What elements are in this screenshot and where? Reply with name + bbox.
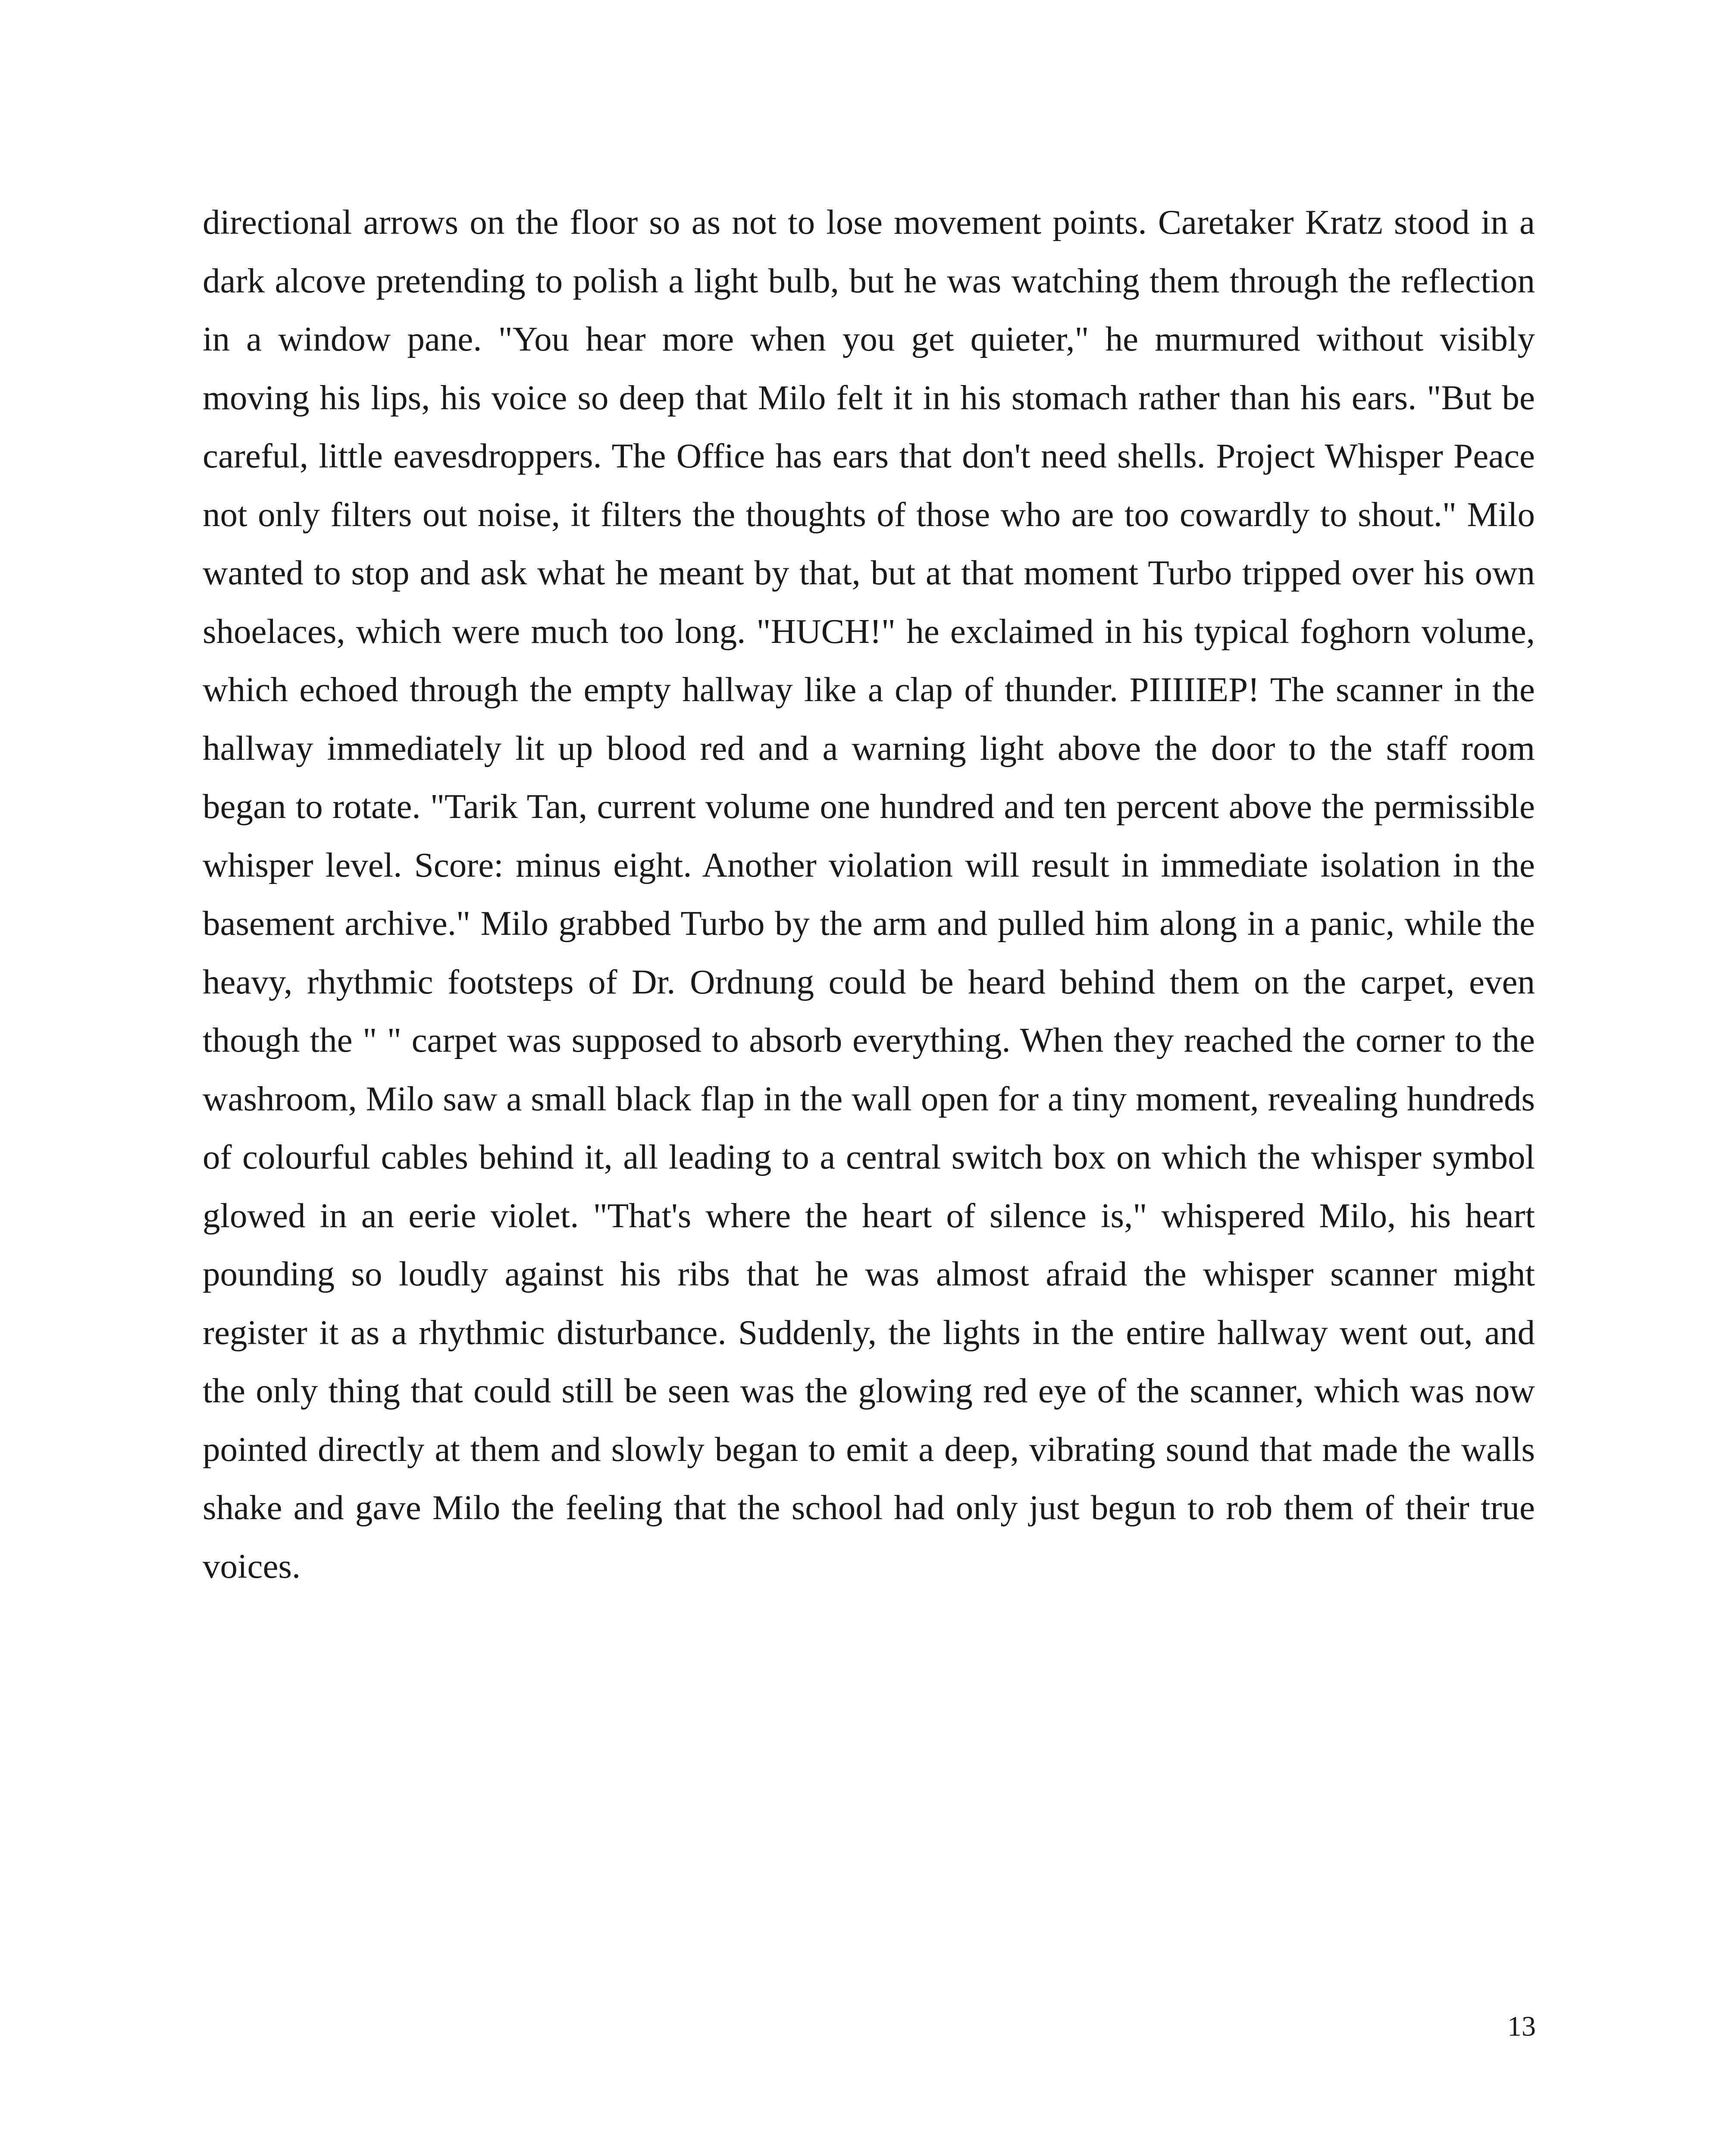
page-number: 13 [1507, 2011, 1536, 2042]
body-paragraph: directional arrows on the floor so as not to lose movement points. Caretaker Kratz stood in a dark alcove pretending to polish a light bulb, but he was watching them through the reflection in a window pane. "You hear more when you get quieter," he murmured without visibly moving his lips, his voice so deep that Milo felt it in his stomach rather than his ears. "But be careful, little eavesdroppers. The Office has ears that don't need shells. Project Whisper Peace not only filters out noise, it filters the thoughts of those who are too cowardly to shout." Milo wanted to stop and ask what he meant by that, but at that moment Turbo tripped over his own shoelaces, which were much too long. "HUCH!" he exclaimed in his typical foghorn volume, which echoed through the empty hallway like a clap of thunder. PIIIIIEP! The scanner in the hallway immediately lit up blood red and a warning light above the door to the staff room began to rotate. "Tarik Tan, current volume one hundred and ten percent above the permissible whisper level. Score: minus eight. Another violation will result in immediate isolation in the basement archive." Milo grabbed Turbo by the arm and pulled him along in a panic, while the heavy, rhythmic footsteps of Dr. Ordnung could be heard behind them on the carpet, even though the " " carpet was supposed to absorb everything. When they reached the corner to the washroom, Milo saw a small black flap in the wall open for a tiny moment, revealing hundreds of colourful cables behind it, all leading to a central switch box on which the whisper symbol glowed in an eerie violet. "That's where the heart of silence is," whispered Milo, his heart pounding so loudly against his ribs that he was almost afraid the whisper scanner might register it as a rhythmic disturbance. Suddenly, the lights in the entire hallway went out, and the only thing that could still be seen was the glowing red eye of the scanner, which was now pointed directly at them and slowly began to emit a deep, vibrating sound that made the walls shake and gave Milo the feeling that the school had only just begun to rob them of their true voices. [203, 203, 1535, 1586]
